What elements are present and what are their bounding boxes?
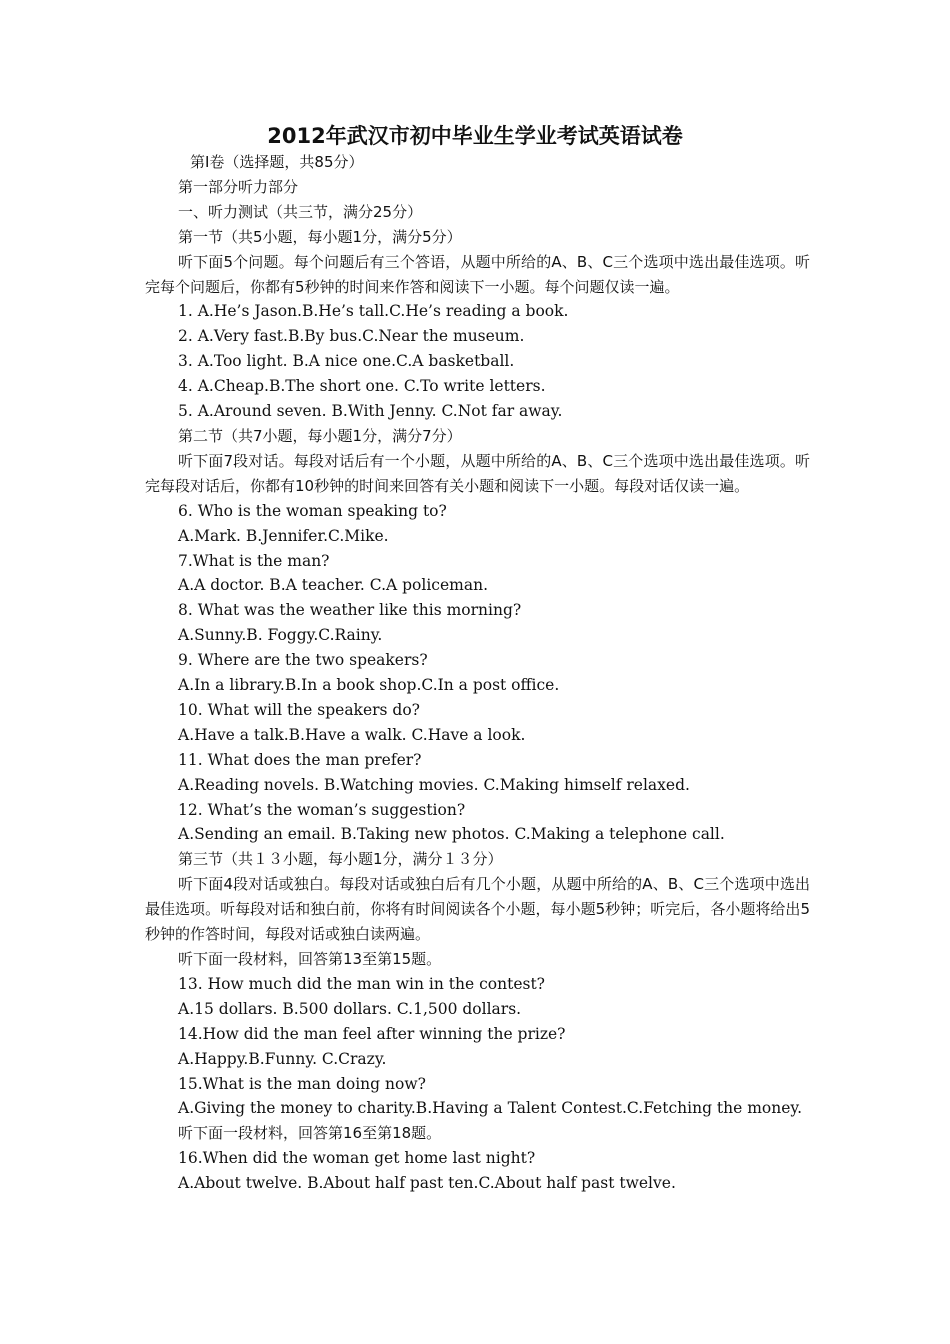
options-line: A.About twelve. B.About half past ten.C.About half past twelve. [178,1174,676,1193]
question-line: 4. A.Cheap.B.The short one. C.To write letters. [178,377,546,396]
options-line: A.15 dollars. B.500 dollars. C.1,500 dollars. [178,999,522,1018]
instruction-paragraph: 听下面4段对话或独白。每段对话或独白后有几个小题，从题中所给的A、B、C三个选项中选出最佳选项。听每段对话和独白前，你将有时间阅读各个小题，每小题5秒钟；听完后，各小题将给出5秒钟的作答时间，每段对话或独白读两遍。 [145,875,810,944]
section-heading: 第Ⅰ卷（选择题，共85分） [190,153,364,171]
question-line: 3. A.Too light. B.A nice one.C.A basketball. [178,352,515,371]
section-heading: 听下面一段材料，回答第16至第18题。 [178,1124,442,1143]
section-heading: 第三节（共１３小题，每小题1分，满分１３分） [178,850,503,869]
question-line: 1. A.He’s Jason.B.He’s tall.C.He’s reading a book. [178,302,569,321]
question-line: 15.What is the man doing now? [178,1074,426,1093]
options-line: A.Reading novels. B.Watching movies. C.Making himself relaxed. [178,775,690,794]
options-line: A.Happy.B.Funny. C.Crazy. [178,1049,387,1068]
exam-body [145,150,810,1196]
options-line: A.Have a talk.B.Have a walk. C.Have a look. [178,725,526,744]
options-line: A.A doctor. B.A teacher. C.A policeman. [178,576,488,595]
section-heading: 听下面一段材料，回答第13至第15题。 [178,950,442,968]
question-line: 2. A.Very fast.B.By bus.C.Near the museum. [178,327,525,346]
question-line: 8. What was the weather like this morning? [178,601,522,620]
question-line: 5. A.Around seven. B.With Jenny. C.Not far away. [178,402,563,421]
section-heading: 第二节（共7小题，每小题1分，满分7分） [178,426,462,445]
question-line: 16.When did the woman get home last night? [178,1149,536,1168]
question-line: 13. How much did the man win in the contest? [178,974,545,993]
question-line: 10. What will the speakers do? [178,700,420,719]
options-line: A.Sending an email. B.Taking new photos. C.Making a telephone call. [178,825,725,844]
options-line: A.Giving the money to charity.B.Having a Talent Contest.C.Fetching the money. [178,1099,803,1118]
options-line: A.Mark. B.Jennifer.C.Mike. [178,526,389,545]
exam-title: 2012年武汉市初中毕业生学业考试英语试卷 [267,124,683,148]
question-line: 14.How did the man feel after winning the prize? [178,1024,566,1043]
options-line: A.Sunny.B. Foggy.C.Rainy. [178,626,383,645]
section-heading: 第一部分听力部分 [178,177,299,196]
question-line: 7.What is the man? [178,551,330,570]
instruction-paragraph: 听下面5个问题。每个问题后有三个答语，从题中所给的A、B、C三个选项中选出最佳选项。听完每个问题后，你都有5秒钟的时间来作答和阅读下一小题。每个问题仅读一遍。 [145,252,810,296]
question-line: 6. Who is the woman speaking to? [178,501,447,520]
section-heading: 一、听力测试（共三节，满分25分） [178,202,423,221]
section-heading: 第一节（共5小题，每小题1分，满分5分） [178,227,462,246]
options-line: A.In a library.B.In a book shop.C.In a post office. [178,676,560,695]
question-line: 11. What does the man prefer? [178,750,422,769]
instruction-paragraph: 听下面7段对话。每段对话后有一个小题，从题中所给的A、B、C三个选项中选出最佳选项。听完每段对话后，你都有10秒钟的时间来回答有关小题和阅读下一小题。每段对话仅读一遍。 [145,451,810,495]
question-line: 9. Where are the two speakers? [178,651,428,670]
question-line: 12. What’s the woman’s suggestion? [178,800,466,819]
